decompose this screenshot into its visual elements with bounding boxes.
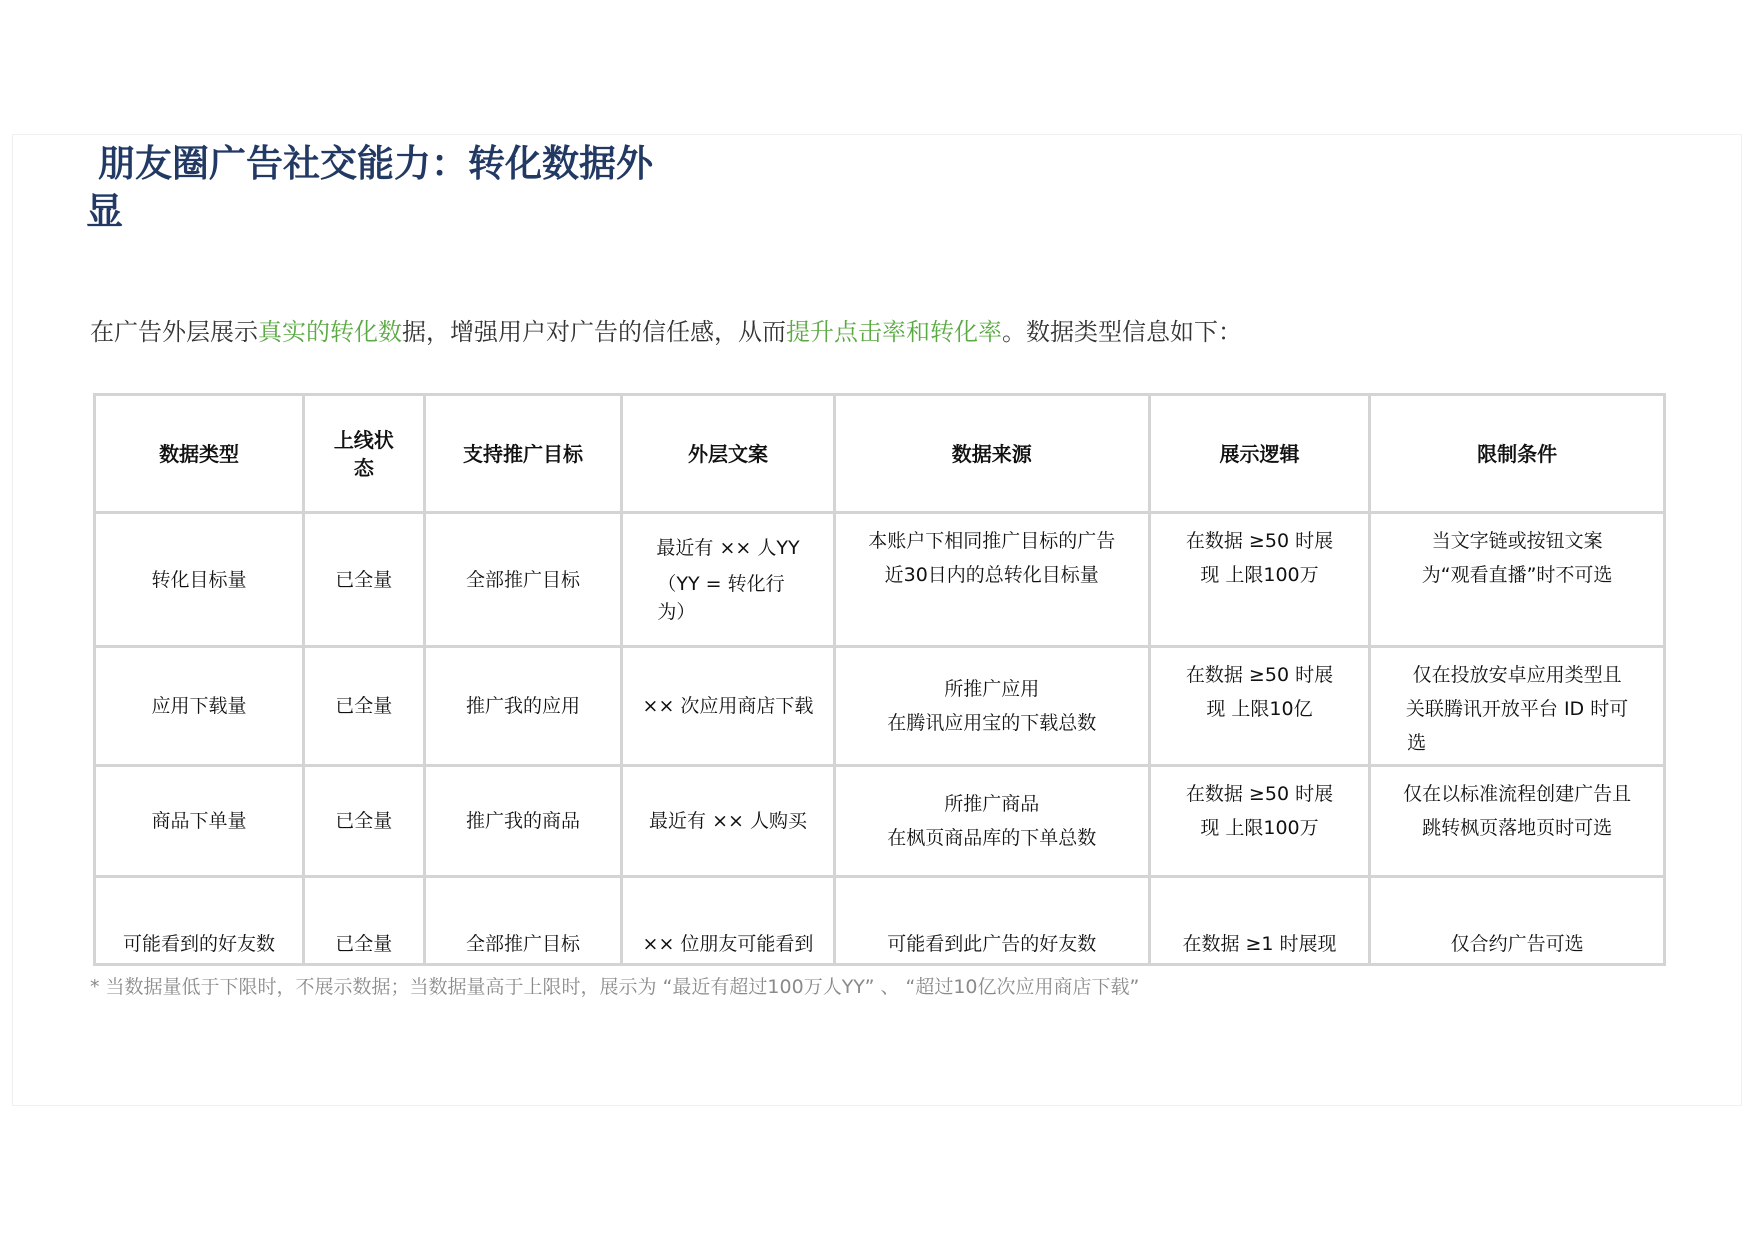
cell-status: 已全量 — [304, 513, 424, 646]
intro-text — [90, 312, 1242, 347]
cell-status: 已全量 — [304, 766, 424, 876]
footnote: * 当数据量低于下限时，不展示数据；当数据量高于上限时，展示为 “最近有超过100万人YY” 、 “超过10亿次应用商店下载” — [90, 976, 1140, 998]
cell-type: 可能看到的好友数 — [95, 876, 304, 964]
table-row — [95, 766, 1665, 876]
cell-source-line1: 所推广商品 — [944, 792, 1040, 815]
cell-limit — [1370, 646, 1665, 765]
cell-logic — [1149, 646, 1369, 765]
cell-source-line2: 在腾讯应用宝的下载总数 — [887, 712, 1097, 735]
page-title — [86, 140, 686, 236]
cell-logic-line1: 在数据 ≥50 时展 — [1185, 663, 1334, 686]
cell-copy — [622, 513, 834, 646]
cell-source-line1: 所推广应用 — [944, 678, 1040, 701]
header-copy: 外层文案 — [622, 395, 834, 513]
data-type-table — [93, 393, 1666, 966]
cell-limit-line1: 仅在以标准流程创建广告且 — [1403, 783, 1632, 806]
header-limit: 限制条件 — [1370, 395, 1665, 513]
cell-limit — [1370, 766, 1665, 876]
cell-source — [834, 646, 1149, 765]
page-title-line1: 朋友圈广告社交能力：转化数据外 — [98, 142, 653, 185]
intro-part1: 在广告外层展示 — [90, 318, 258, 346]
cell-logic-line2: 现 上限100万 — [1200, 817, 1319, 840]
header-data-type: 数据类型 — [95, 395, 304, 513]
cell-copy-line2: （YY = 转化行为） — [657, 572, 785, 623]
cell-limit-line1: 当文字链或按钮文案 — [1431, 530, 1603, 553]
cell-copy-line1: 最近有 ×× 人YY — [656, 536, 800, 559]
cell-limit-line3: 选 — [1407, 731, 1427, 754]
cell-limit-line2: 跳转枫页落地页时可选 — [1422, 817, 1613, 840]
cell-status: 已全量 — [304, 876, 424, 964]
cell-goal: 全部推广目标 — [424, 513, 622, 646]
cell-type: 商品下单量 — [95, 766, 304, 876]
intro-part3: 。数据类型信息如下： — [1002, 318, 1242, 346]
cell-logic-line1: 在数据 ≥50 时展 — [1185, 530, 1334, 553]
cell-source — [834, 513, 1149, 646]
cell-goal: 推广我的应用 — [424, 646, 622, 765]
cell-source: 可能看到此广告的好友数 — [834, 876, 1149, 964]
cell-logic-line1: 在数据 ≥50 时展 — [1185, 783, 1334, 806]
table-row — [95, 646, 1665, 765]
table-row — [95, 513, 1665, 646]
cell-source-line1: 本账户下相同推广目标的广告 — [868, 530, 1116, 553]
cell-type: 转化目标量 — [95, 513, 304, 646]
cell-status: 已全量 — [304, 646, 424, 765]
cell-limit — [1370, 513, 1665, 646]
cell-source — [834, 766, 1149, 876]
cell-goal: 推广我的商品 — [424, 766, 622, 876]
cell-copy: 最近有 ×× 人购买 — [622, 766, 834, 876]
cell-limit-line2: 关联腾讯开放平台 ID 时可 — [1405, 697, 1629, 720]
cell-logic — [1149, 513, 1369, 646]
cell-logic: 在数据 ≥1 时展现 — [1149, 876, 1369, 964]
cell-limit-line2: 为“观看直播”时不可选 — [1421, 564, 1613, 587]
header-status: 上线状态 — [304, 395, 424, 513]
cell-limit-line1: 仅在投放安卓应用类型且 — [1412, 663, 1622, 686]
cell-copy: ×× 位朋友可能看到 — [622, 876, 834, 964]
cell-logic-line2: 现 上限100万 — [1200, 564, 1319, 587]
cell-limit: 仅合约广告可选 — [1370, 876, 1665, 964]
intro-part2: 据，增强用户对广告的信任感，从而 — [402, 318, 786, 346]
table-header-row — [95, 395, 1665, 513]
header-logic: 展示逻辑 — [1149, 395, 1369, 513]
intro-highlight-2: 提升点击率和转化率 — [786, 318, 1002, 346]
intro-highlight-1: 真实的转化数 — [258, 318, 402, 346]
page-title-line2: 显 — [86, 190, 123, 233]
cell-goal: 全部推广目标 — [424, 876, 622, 964]
cell-logic — [1149, 766, 1369, 876]
cell-copy: ×× 次应用商店下载 — [622, 646, 834, 765]
cell-type: 应用下载量 — [95, 646, 304, 765]
header-goal: 支持推广目标 — [424, 395, 622, 513]
cell-logic-line2: 现 上限10亿 — [1206, 697, 1313, 720]
table-row — [95, 876, 1665, 964]
cell-source-line2: 近30日内的总转化目标量 — [884, 564, 1099, 587]
cell-source-line2: 在枫页商品库的下单总数 — [887, 826, 1097, 849]
header-source: 数据来源 — [834, 395, 1149, 513]
